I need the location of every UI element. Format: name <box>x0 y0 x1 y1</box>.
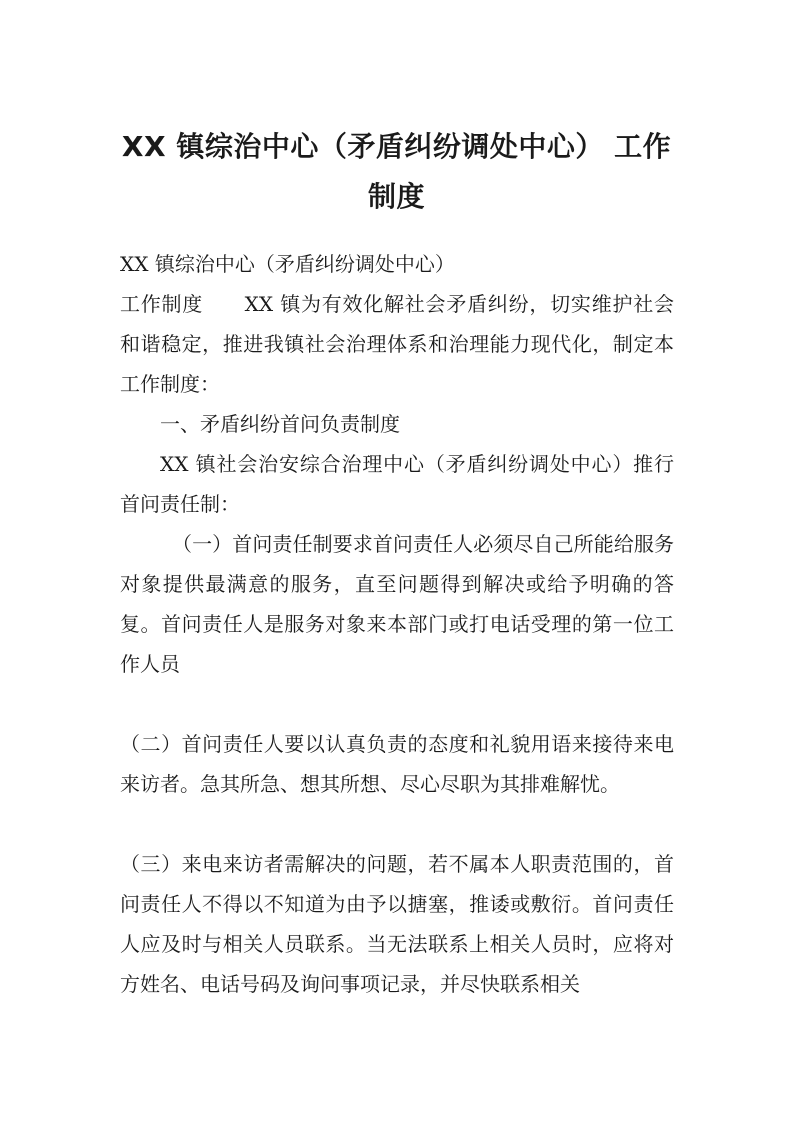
document-body <box>120 244 674 1004</box>
paragraph-first-responsibility: XX 镇社会治安综合治理中心（矛盾纠纷调处中心）推行首问责任制： <box>120 452 674 516</box>
paragraph-item-1: （一）首问责任制要求首问责任人必须尽自己所能给服务对象提供最满意的服务，直至问题得到解决或给予明确的答复。首问责任人是服务对象来本部门或打电话受理的第一位工作人员 <box>120 532 674 676</box>
paragraph-spacer <box>120 684 674 724</box>
paragraph-intro: 工作制度 XX 镇为有效化解社会矛盾纠纷，切实维护社会和谐稳定，推进我镇社会治理体系和治理能力现代化，制定本工作制度： <box>120 292 674 396</box>
section-heading-1: 一、矛盾纠纷首问负责制度 <box>160 412 400 436</box>
document-title: XX 镇综治中心（矛盾纠纷调处中心） 工作制度 <box>121 130 672 213</box>
paragraph-item-3: （三）来电来访者需解决的问题，若不属本人职责范围的，首问责任人不得以不知道为由予以搪塞，推诿或敷衍。首问责任人应及时与相关人员联系。当无法联系上相关人员时，应将对方姓名、电话号码及询问事项记录，并尽快联系相关 <box>120 852 674 996</box>
paragraph-center-name: XX 镇综治中心（矛盾纠纷调处中心） <box>120 252 455 276</box>
paragraph-spacer <box>120 804 674 844</box>
paragraph-item-2: （二）首问责任人要以认真负责的态度和礼貌用语来接待来电来访者。急其所急、想其所想、尽心尽职为其排难解忧。 <box>120 732 674 796</box>
